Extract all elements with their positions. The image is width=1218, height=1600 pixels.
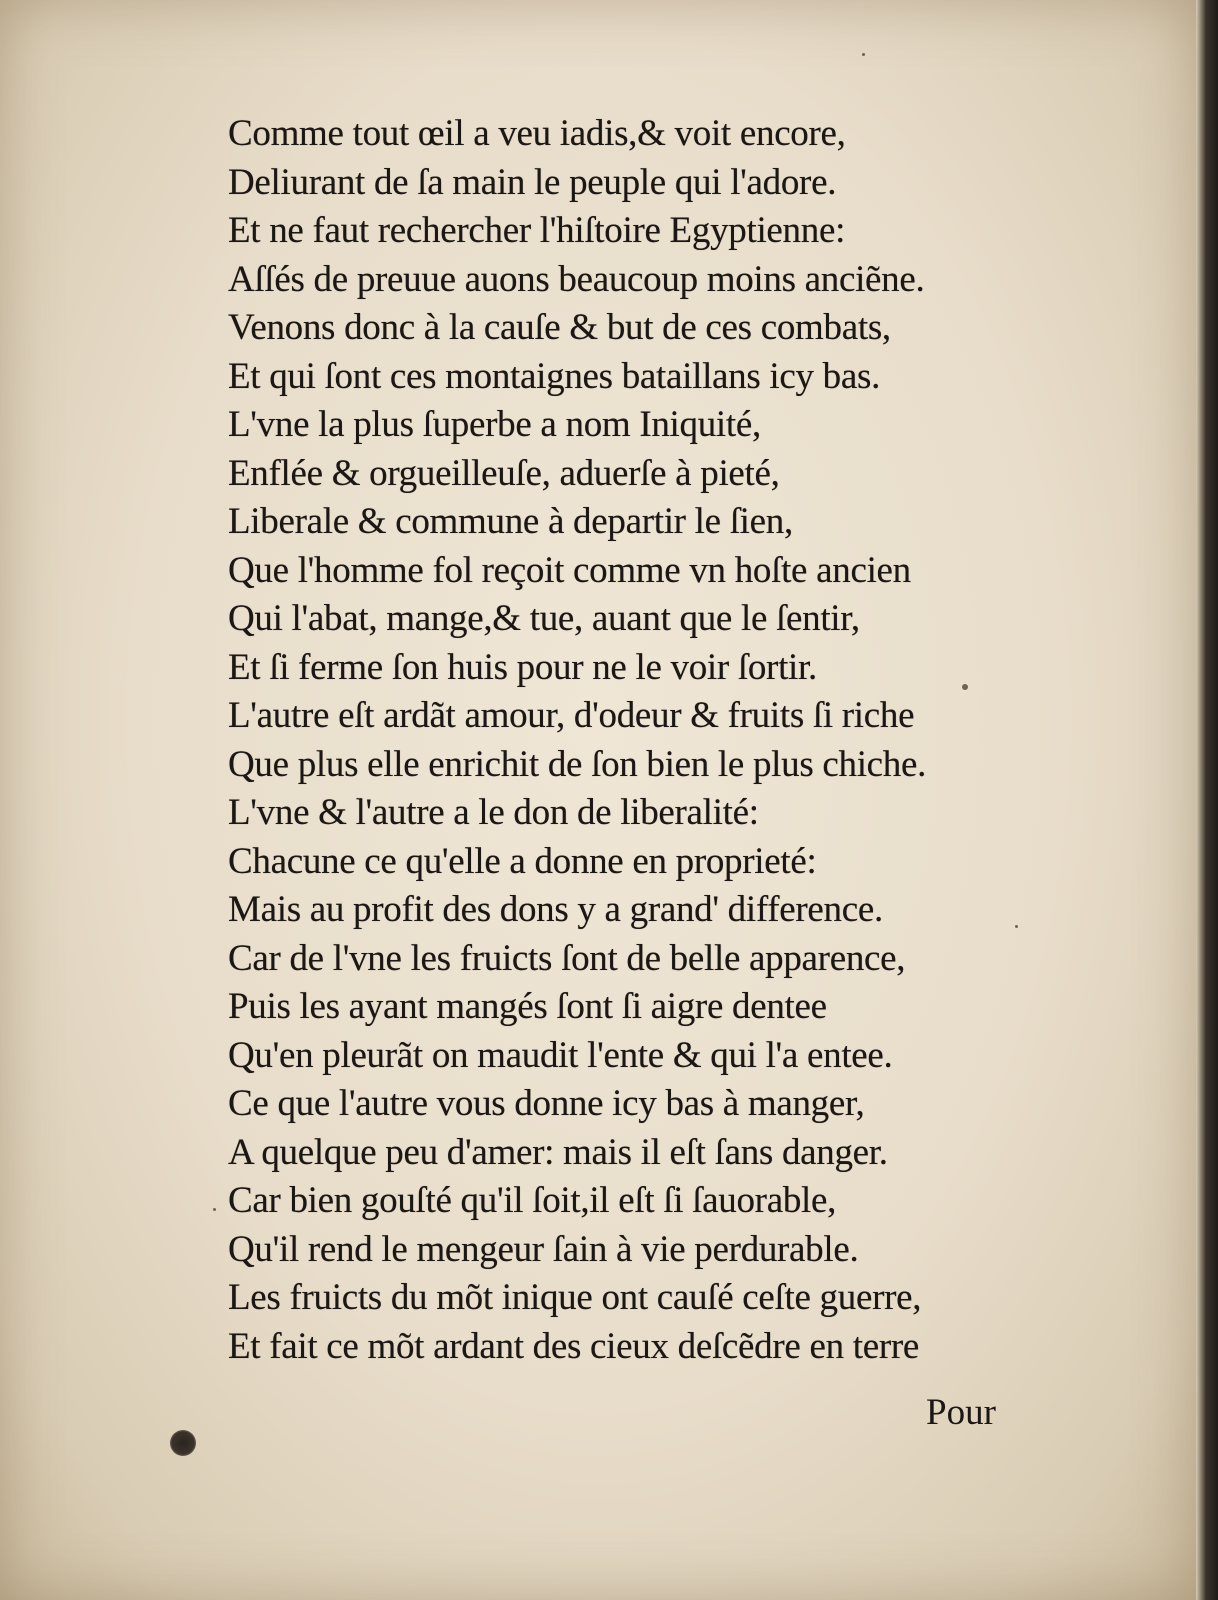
- verse-line: Deliurant de ſa main le peuple qui l'adore.: [228, 161, 837, 203]
- verse-line: Que l'homme fol reçoit comme vn hoſte ancien: [228, 549, 911, 591]
- verse-block: [228, 110, 1028, 1371]
- paper-speck: [862, 53, 865, 56]
- page-edge: [1196, 0, 1218, 1600]
- verse-line: Car bien gouſté qu'il ſoit,il eſt ſi ſauorable,: [228, 1180, 837, 1221]
- verse-line: Comme tout œil a veu iadis,& voit encore,: [228, 113, 846, 154]
- verse-line: L'autre eſt ardãt amour, d'odeur & fruits ſi riche: [228, 695, 915, 736]
- verse-line: Ce que l'autre vous donne icy bas à manger,: [228, 1083, 865, 1124]
- verse-line: Et ſi ferme ſon huis pour ne le voir ſortir.: [228, 646, 817, 688]
- verse-line: L'vne la plus ſuperbe a nom Iniquité,: [228, 404, 761, 445]
- verse-line: Car de l'vne les fruicts ſont de belle apparence,: [228, 937, 906, 979]
- paper-speck: [962, 684, 968, 690]
- verse-line: Mais au profit des dons y a grand' difference.: [228, 889, 883, 930]
- verse-line: Qu'en pleurãt on maudit l'ente & qui l'a entee.: [228, 1034, 893, 1076]
- verse-line: Les fruicts du mõt inique ont cauſé ceſte guerre,: [228, 1277, 922, 1318]
- verse-line: A quelque peu d'amer: mais il eſt ſans danger.: [228, 1131, 888, 1173]
- verse-line: Puis les ayant mangés ſont ſi aigre dentee: [228, 986, 827, 1027]
- verse-line: Qui l'abat, mange,& tue, auant que le ſentir,: [228, 598, 860, 639]
- verse-line: Que plus elle enrichit de ſon bien le plus chiche.: [228, 743, 927, 785]
- verse-line: Et ne faut rechercher l'hiſtoire Egyptienne:: [228, 210, 846, 251]
- ink-blot: [170, 1430, 196, 1456]
- verse-line: Et fait ce mõt ardant des cieux deſcẽdre en terre: [228, 1325, 920, 1367]
- paper-speck: [1015, 925, 1018, 928]
- verse-line: Aſſés de preuue auons beaucoup moins anciẽne.: [228, 258, 925, 300]
- verse-line: Liberale & commune à departir le ſien,: [228, 501, 793, 542]
- verse-line: Chacune ce qu'elle a donne en proprieté:: [228, 840, 817, 882]
- catchword: Pour: [926, 1392, 996, 1433]
- verse-line: L'vne & l'autre a le don de liberalité:: [228, 792, 759, 833]
- verse-line: Et qui ſont ces montaignes bataillans icy bas.: [228, 355, 881, 397]
- verse-line: Enflée & orgueilleuſe, aduerſe à pieté,: [228, 452, 780, 494]
- verse-line: Venons donc à la cauſe & but de ces combats,: [228, 307, 891, 348]
- verse-line: Qu'il rend le mengeur ſain à vie perdurable.: [228, 1228, 859, 1270]
- paper-speck: [213, 1208, 216, 1211]
